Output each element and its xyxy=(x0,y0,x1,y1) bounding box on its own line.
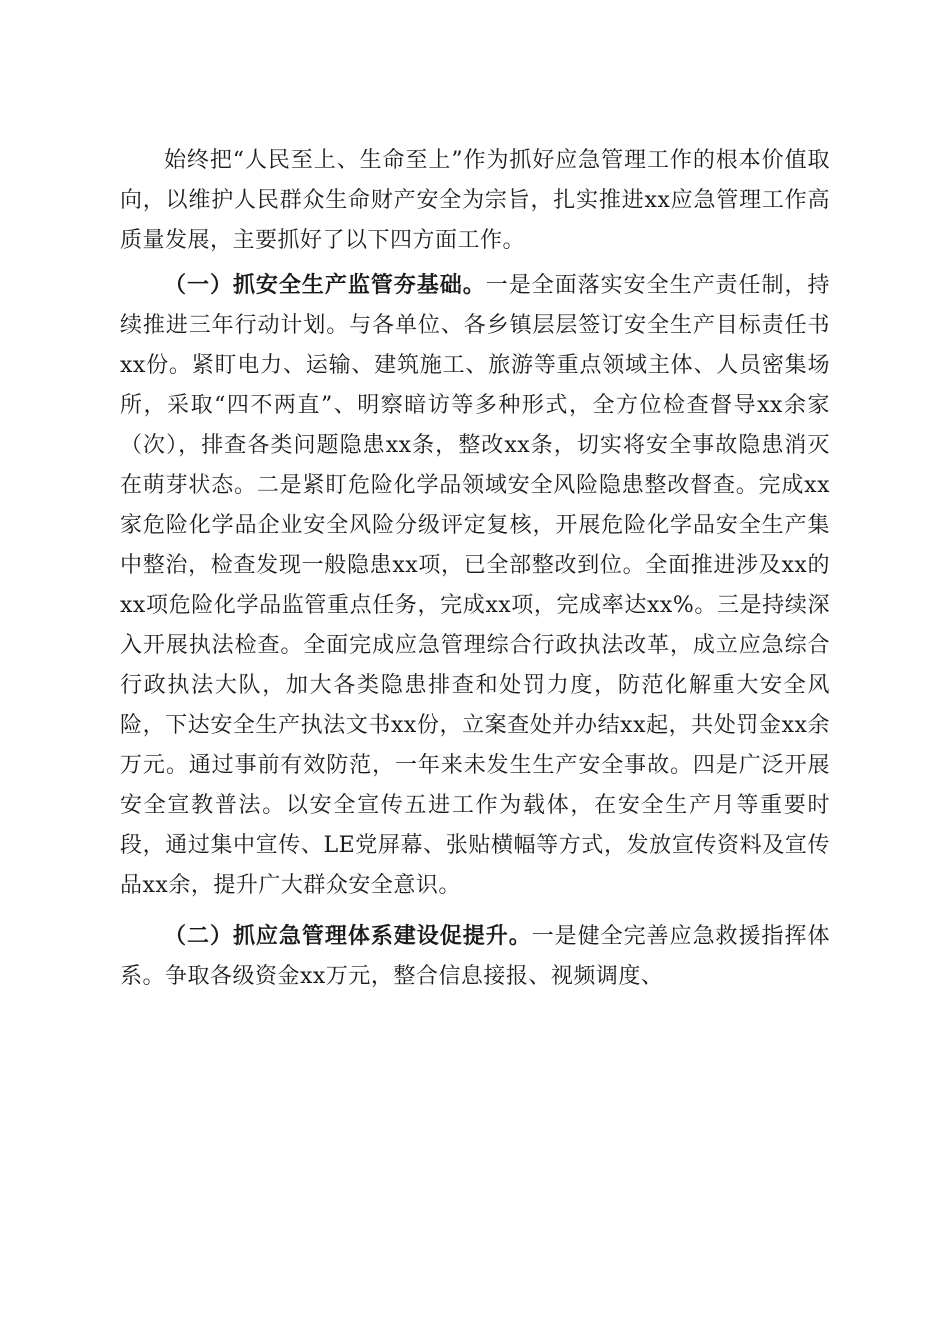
section-1-heading: （一）抓安全生产监管夯基础。 xyxy=(164,272,486,298)
document-body xyxy=(120,141,830,997)
section-2-body: 一是健全完善应急救援指挥体系。争取各级资金xx万元，整合信息接报、视频调度、 xyxy=(120,924,830,989)
section-2-paragraph xyxy=(120,916,830,997)
section-2-heading: （二）抓应急管理体系建设促提升。 xyxy=(164,923,532,949)
section-1-body: 一是全面落实安全生产责任制，持续推进三年行动计划。与各单位、各乡镇层层签订安全生产目标责任书xx份。紧盯电力、运输、建筑施工、旅游等重点领域主体、人员密集场所，采取“四不两直”、明察暗访等多种形式，全方位检查督导xx余家（次），排查各类问题隐患xx条，整改xx条，切实将安全事故隐患消灭在萌芽状态。二是紧盯危险化学品领域安全风险隐患整改督查。完成xx家危险化学品企业安全风险分级评定复核，开展危险化学品安全生产集中整治，检查发现一般隐患xx项，已全部整改到位。全面推进涉及xx的xx项危险化学品监管重点任务，完成xx项，完成率达xx%。三是持续深入开展执法检查。全面完成应急管理综合行政执法改革，成立应急综合行政执法大队，加大各类隐患排查和处罚力度，防范化解重大安全风险，下达安全生产执法文书xx份，立案查处并办结xx起，共处罚金xx余万元。通过事前有效防范，一年来未发生生产安全事故。四是广泛开展安全宣教普法。以安全宣传五进工作为载体，在安全生产月等重要时段，通过集中宣传、LE党屏幕、张贴横幅等方式，发放宣传资料及宣传品xx余，提升广大群众安全意识。 xyxy=(120,273,830,898)
section-1-paragraph xyxy=(120,265,830,906)
intro-paragraph: 始终把“人民至上、生命至上”作为抓好应急管理工作的根本价值取向，以维护人民群众生命财产安全为宗旨，扎实推进xx应急管理工作高质量发展，主要抓好了以下四方面工作。 xyxy=(120,148,830,253)
